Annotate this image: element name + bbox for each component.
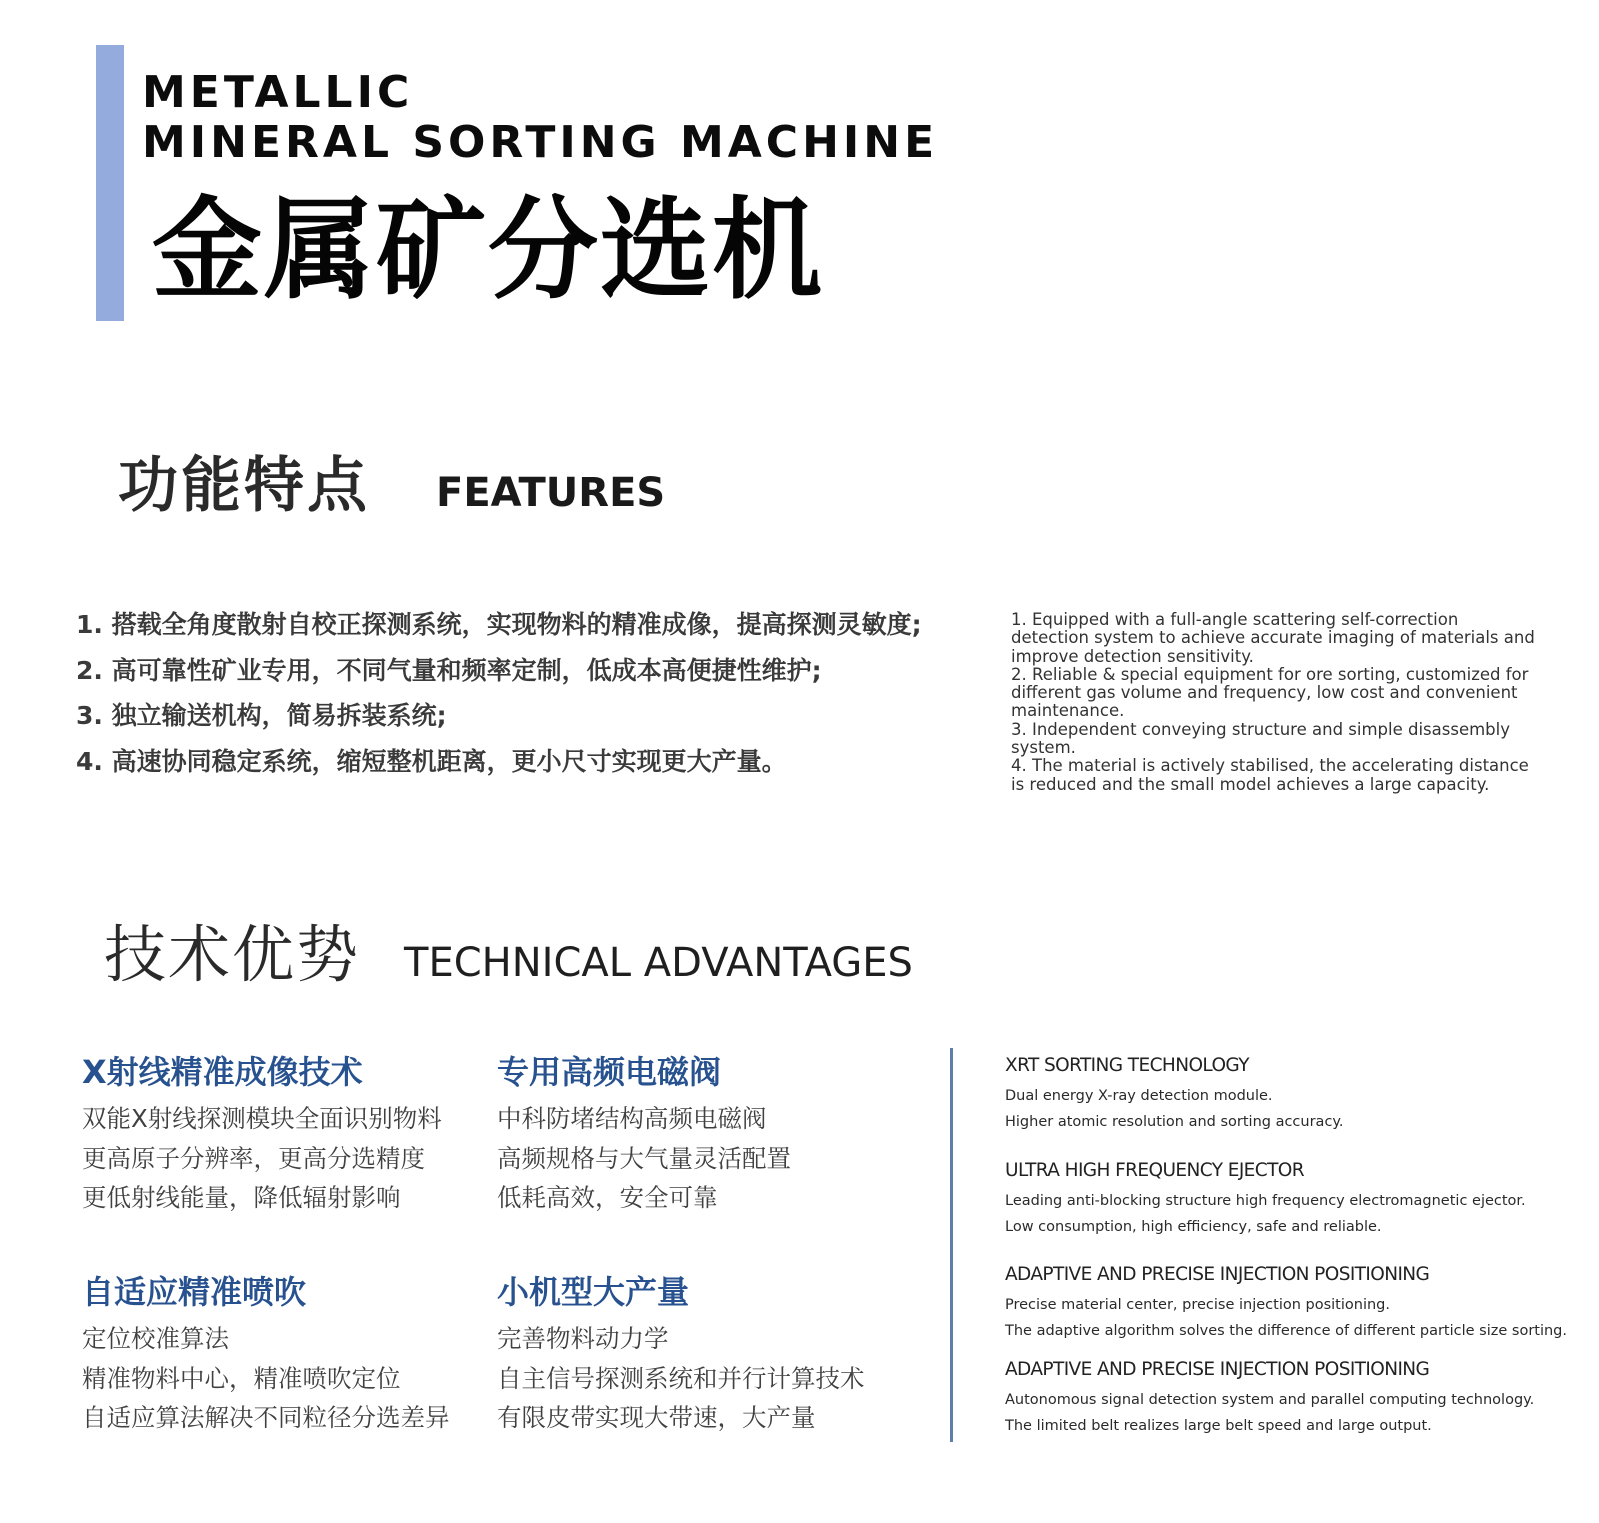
advantage-line: 自主信号探测系统和并行计算技术 bbox=[497, 1363, 865, 1393]
advantage-line: 低耗高效，安全可靠 bbox=[497, 1183, 718, 1212]
features-heading-cn: 功能特点 bbox=[118, 451, 370, 521]
advantage-en-ejector bbox=[1005, 1160, 1526, 1240]
feature-item-en: 1. Equipped with a full-angle scattering self-correction detection system to achieve accurate imaging of materials and improve detection sensitivity. bbox=[1011, 610, 1535, 666]
advantage-en-line: Autonomous signal detection system and parallel computing technology. bbox=[1005, 1392, 1535, 1408]
features-heading-en: FEATURES bbox=[436, 470, 666, 516]
feature-item-cn: 4. 高速协同稳定系统，缩短整机距离，更小尺寸实现更大产量。 bbox=[76, 746, 787, 776]
advantage-card-valve bbox=[497, 1052, 791, 1218]
advantage-title: 专用高频电磁阀 bbox=[497, 1053, 722, 1091]
feature-item-cn: 3. 独立输送机构，简易拆装系统; bbox=[76, 701, 447, 730]
advantages-heading bbox=[104, 905, 913, 994]
advantage-line: 完善物料动力学 bbox=[497, 1324, 669, 1353]
advantage-en-injection bbox=[1005, 1264, 1567, 1344]
features-list-cn bbox=[76, 602, 922, 784]
advantage-line: 定位校准算法 bbox=[82, 1324, 229, 1353]
advantage-line: 高频规格与大气量灵活配置 bbox=[497, 1143, 791, 1173]
features-heading bbox=[118, 438, 665, 524]
advantage-card-xray bbox=[82, 1052, 442, 1218]
feature-item-en: 4. The material is actively stabilised, the accelerating distance is reduced and the small model achieves a large capacity. bbox=[1011, 756, 1529, 794]
advantage-title: X射线精准成像技术 bbox=[82, 1053, 363, 1091]
advantage-line: 更低射线能量，降低辐射影响 bbox=[82, 1183, 401, 1212]
feature-item-cn: 2. 高可靠性矿业专用，不同气量和频率定制，低成本高便捷性维护; bbox=[76, 655, 822, 685]
advantage-line: 更高原子分辨率，更高分选精度 bbox=[82, 1143, 425, 1173]
advantage-line: 自适应算法解决不同粒径分选差异 bbox=[82, 1403, 450, 1432]
advantage-line: 有限皮带实现大带速，大产量 bbox=[497, 1403, 816, 1432]
advantage-line: 精准物料中心，精准喷吹定位 bbox=[82, 1363, 401, 1393]
advantage-title: 小机型大产量 bbox=[497, 1273, 690, 1311]
advantage-en-line: The limited belt realizes large belt speed and large output. bbox=[1005, 1418, 1432, 1434]
advantage-en-line: Leading anti-blocking structure high frequency electromagnetic ejector. bbox=[1005, 1193, 1526, 1209]
advantage-en-title: ADAPTIVE AND PRECISE INJECTION POSITIONING bbox=[1005, 1359, 1430, 1380]
advantage-card-injection bbox=[82, 1272, 450, 1438]
vertical-divider bbox=[950, 1048, 953, 1442]
advantage-en-xrt bbox=[1005, 1055, 1344, 1135]
advantage-en-line: Low consumption, high efficiency, safe and reliable. bbox=[1005, 1219, 1382, 1235]
feature-item-en: 3. Independent conveying structure and simple disassembly system. bbox=[1011, 719, 1511, 758]
advantage-en-line: The adaptive algorithm solves the difference of different particle size sorting. bbox=[1005, 1323, 1567, 1339]
advantage-en-title: XRT SORTING TECHNOLOGY bbox=[1005, 1055, 1249, 1076]
advantage-en-capacity bbox=[1005, 1359, 1534, 1439]
advantage-en-title: ADAPTIVE AND PRECISE INJECTION POSITIONING bbox=[1005, 1264, 1430, 1285]
title-en-line1: METALLIC bbox=[142, 67, 414, 118]
advantage-title: 自适应精准喷吹 bbox=[82, 1273, 307, 1311]
advantages-heading-cn: 技术优势 bbox=[104, 918, 361, 991]
title-chinese: 金属矿分选机 bbox=[152, 186, 824, 314]
feature-item-cn: 1. 搭载全角度散射自校正探测系统，实现物料的精准成像，提高探测灵敏度; bbox=[76, 610, 922, 639]
advantages-heading-en: TECHNICAL ADVANTAGES bbox=[404, 940, 913, 986]
advantage-en-line: Dual energy X-ray detection module. bbox=[1005, 1088, 1273, 1104]
advantage-line: 中科防堵结构高频电磁阀 bbox=[497, 1104, 767, 1133]
title-accent-bar bbox=[96, 45, 124, 321]
advantage-en-line: Precise material center, precise injection positioning. bbox=[1005, 1297, 1390, 1313]
title-english bbox=[142, 68, 938, 168]
feature-item-en: 2. Reliable & special equipment for ore sorting, customized for different gas volume and frequency, low cost and convenient maintenance. bbox=[1011, 664, 1529, 721]
advantage-line: 双能X射线探测模块全面识别物料 bbox=[82, 1104, 442, 1133]
advantage-en-title: ULTRA HIGH FREQUENCY EJECTOR bbox=[1005, 1160, 1304, 1181]
advantage-en-line: Higher atomic resolution and sorting accuracy. bbox=[1005, 1114, 1344, 1130]
title-en-line2: MINERAL SORTING MACHINE bbox=[142, 117, 939, 168]
advantage-card-capacity bbox=[497, 1272, 865, 1438]
features-list-en bbox=[1011, 611, 1541, 794]
